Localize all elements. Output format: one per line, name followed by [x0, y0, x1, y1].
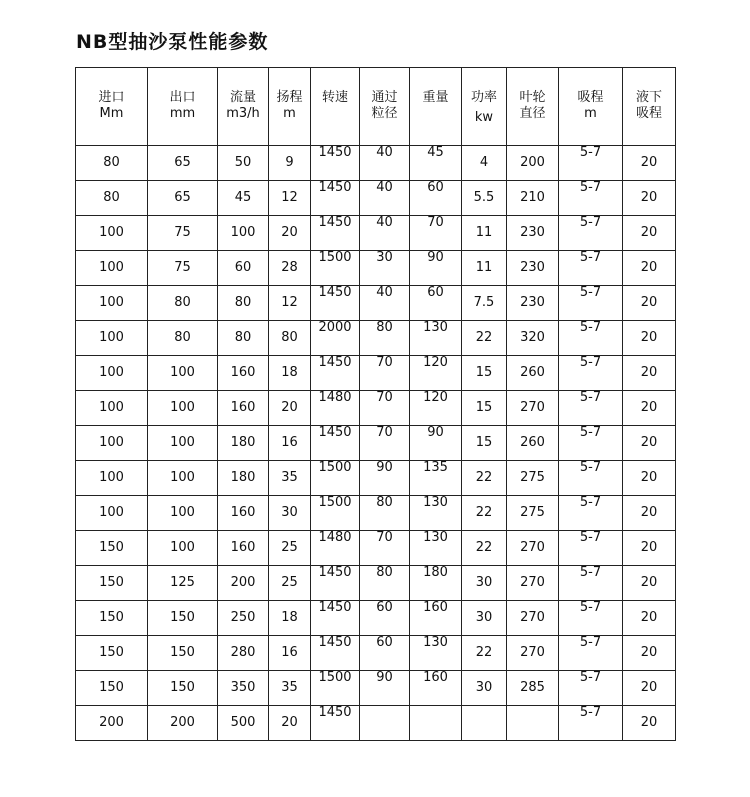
cell-power: 11: [462, 251, 507, 286]
cell-outlet: 100: [148, 356, 218, 391]
cell-head: 16: [269, 636, 311, 671]
cell-head: 80: [269, 321, 311, 356]
cell-submerged: 20: [623, 496, 676, 531]
cell-inlet: 150: [76, 531, 148, 566]
cell-weight: 70: [410, 216, 462, 251]
cell-flow: 180: [218, 426, 269, 461]
column-header-submerged: [623, 68, 676, 146]
table-row: [76, 251, 676, 286]
cell-submerged: 20: [623, 566, 676, 601]
cell-inlet: 100: [76, 286, 148, 321]
table-row: [76, 461, 676, 496]
cell-particle: 40: [360, 216, 410, 251]
cell-outlet: 75: [148, 251, 218, 286]
cell-power: 11: [462, 216, 507, 251]
cell-submerged: 20: [623, 391, 676, 426]
cell-power: 22: [462, 636, 507, 671]
cell-impeller: 230: [507, 251, 559, 286]
cell-suction: 5-7: [559, 286, 623, 321]
cell-inlet: 100: [76, 496, 148, 531]
cell-speed: 1450: [311, 216, 360, 251]
performance-table: [75, 67, 676, 741]
cell-speed: 1450: [311, 146, 360, 181]
cell-particle: 70: [360, 531, 410, 566]
cell-impeller: 270: [507, 636, 559, 671]
header-line: 流量: [229, 90, 256, 105]
cell-speed: 1500: [311, 496, 360, 531]
cell-head: 18: [269, 356, 311, 391]
cell-inlet: 100: [76, 391, 148, 426]
cell-submerged: 20: [623, 181, 676, 216]
cell-inlet: 150: [76, 671, 148, 706]
cell-head: 25: [269, 566, 311, 601]
page-title: NB型抽沙泵性能参数: [76, 31, 269, 53]
cell-impeller: 275: [507, 461, 559, 496]
cell-submerged: 20: [623, 426, 676, 461]
table-row: [76, 146, 676, 181]
cell-power: 22: [462, 461, 507, 496]
cell-inlet: 100: [76, 461, 148, 496]
table-row: [76, 321, 676, 356]
cell-flow: 180: [218, 461, 269, 496]
header-line: 出口: [169, 90, 196, 105]
cell-impeller: 270: [507, 566, 559, 601]
cell-suction: 5-7: [559, 636, 623, 671]
cell-suction: 5-7: [559, 321, 623, 356]
header-line: m: [283, 106, 296, 121]
cell-inlet: 100: [76, 251, 148, 286]
cell-particle: 70: [360, 391, 410, 426]
cell-particle: 80: [360, 566, 410, 601]
header-line: 吸程: [635, 106, 662, 121]
header-line: 功率: [470, 90, 497, 105]
column-header-flow: [218, 68, 269, 146]
table-row: [76, 601, 676, 636]
cell-power: 4: [462, 146, 507, 181]
header-line: 吸程: [577, 90, 604, 105]
cell-suction: 5-7: [559, 251, 623, 286]
cell-particle: 80: [360, 496, 410, 531]
cell-suction: 5-7: [559, 496, 623, 531]
cell-impeller: 285: [507, 671, 559, 706]
cell-flow: 160: [218, 356, 269, 391]
cell-suction: 5-7: [559, 356, 623, 391]
cell-outlet: 65: [148, 181, 218, 216]
cell-weight: 45: [410, 146, 462, 181]
cell-flow: 45: [218, 181, 269, 216]
cell-impeller: 230: [507, 216, 559, 251]
cell-head: 9: [269, 146, 311, 181]
cell-speed: 1450: [311, 181, 360, 216]
table-row: [76, 216, 676, 251]
header-line: mm: [169, 106, 196, 121]
cell-head: 28: [269, 251, 311, 286]
table-row: [76, 671, 676, 706]
header-line: 进口: [98, 90, 125, 105]
cell-flow: 80: [218, 286, 269, 321]
cell-weight: 90: [410, 426, 462, 461]
header-line: 重量: [422, 90, 449, 105]
header-line: Mm: [99, 106, 124, 121]
cell-power: 5.5: [462, 181, 507, 216]
cell-submerged: 20: [623, 321, 676, 356]
table-row: [76, 356, 676, 391]
cell-inlet: 80: [76, 181, 148, 216]
cell-power: 30: [462, 601, 507, 636]
header-line: 液下: [635, 90, 662, 105]
header-line: kw: [474, 110, 494, 125]
cell-weight: 130: [410, 531, 462, 566]
cell-impeller: 200: [507, 146, 559, 181]
cell-weight: 130: [410, 496, 462, 531]
cell-head: 12: [269, 181, 311, 216]
cell-particle: 40: [360, 286, 410, 321]
cell-power: 30: [462, 566, 507, 601]
cell-weight: 180: [410, 566, 462, 601]
table-row: [76, 181, 676, 216]
header-line: 直径: [519, 106, 546, 121]
cell-inlet: 150: [76, 636, 148, 671]
cell-inlet: 100: [76, 216, 148, 251]
cell-impeller: 270: [507, 531, 559, 566]
cell-particle: 90: [360, 671, 410, 706]
header-line: m3/h: [226, 106, 260, 121]
cell-suction: 5-7: [559, 566, 623, 601]
cell-speed: 1450: [311, 601, 360, 636]
cell-outlet: 80: [148, 286, 218, 321]
cell-outlet: 100: [148, 426, 218, 461]
cell-outlet: 100: [148, 391, 218, 426]
header-line: 通过: [371, 90, 398, 105]
cell-flow: 500: [218, 706, 269, 741]
cell-weight: 120: [410, 391, 462, 426]
cell-submerged: 20: [623, 636, 676, 671]
cell-flow: 250: [218, 601, 269, 636]
cell-submerged: 20: [623, 146, 676, 181]
cell-impeller: 270: [507, 601, 559, 636]
table-row: [76, 636, 676, 671]
cell-suction: 5-7: [559, 216, 623, 251]
header-row: [76, 68, 676, 146]
column-header-power: [462, 68, 507, 146]
cell-outlet: 80: [148, 321, 218, 356]
cell-head: 30: [269, 496, 311, 531]
cell-particle: 70: [360, 426, 410, 461]
column-header-particle: [360, 68, 410, 146]
cell-head: 20: [269, 216, 311, 251]
cell-speed: 1500: [311, 671, 360, 706]
cell-outlet: 100: [148, 496, 218, 531]
cell-flow: 160: [218, 531, 269, 566]
cell-suction: 5-7: [559, 426, 623, 461]
cell-inlet: 80: [76, 146, 148, 181]
cell-head: 16: [269, 426, 311, 461]
cell-weight: 120: [410, 356, 462, 391]
cell-outlet: 150: [148, 636, 218, 671]
cell-power: [462, 706, 507, 741]
cell-speed: 1450: [311, 566, 360, 601]
cell-particle: 80: [360, 321, 410, 356]
table-row: [76, 566, 676, 601]
cell-particle: 60: [360, 636, 410, 671]
cell-speed: 1450: [311, 286, 360, 321]
cell-outlet: 100: [148, 461, 218, 496]
table-row: [76, 426, 676, 461]
cell-submerged: 20: [623, 251, 676, 286]
cell-particle: 60: [360, 601, 410, 636]
cell-head: 20: [269, 706, 311, 741]
cell-suction: 5-7: [559, 181, 623, 216]
cell-submerged: 20: [623, 356, 676, 391]
cell-particle: 30: [360, 251, 410, 286]
cell-weight: [410, 706, 462, 741]
cell-flow: 100: [218, 216, 269, 251]
cell-suction: 5-7: [559, 706, 623, 741]
cell-submerged: 20: [623, 286, 676, 321]
header-line: 转速: [321, 90, 348, 105]
cell-inlet: 200: [76, 706, 148, 741]
cell-head: 35: [269, 671, 311, 706]
cell-outlet: 150: [148, 671, 218, 706]
table-header: [76, 68, 676, 146]
cell-suction: 5-7: [559, 601, 623, 636]
header-line: 粒径: [371, 106, 398, 121]
cell-impeller: 270: [507, 391, 559, 426]
cell-power: 15: [462, 391, 507, 426]
column-header-outlet: [148, 68, 218, 146]
cell-power: 22: [462, 496, 507, 531]
cell-suction: 5-7: [559, 531, 623, 566]
cell-suction: 5-7: [559, 391, 623, 426]
header-line: 扬程: [276, 90, 303, 105]
table-row: [76, 496, 676, 531]
column-header-inlet: [76, 68, 148, 146]
cell-submerged: 20: [623, 461, 676, 496]
cell-inlet: 150: [76, 566, 148, 601]
cell-power: 15: [462, 426, 507, 461]
cell-flow: 50: [218, 146, 269, 181]
cell-weight: 130: [410, 636, 462, 671]
cell-speed: 1480: [311, 531, 360, 566]
cell-impeller: 275: [507, 496, 559, 531]
column-header-head: [269, 68, 311, 146]
cell-weight: 60: [410, 286, 462, 321]
column-header-impeller: [507, 68, 559, 146]
table-row: [76, 286, 676, 321]
cell-suction: 5-7: [559, 671, 623, 706]
cell-submerged: 20: [623, 216, 676, 251]
cell-inlet: 100: [76, 356, 148, 391]
cell-outlet: 75: [148, 216, 218, 251]
cell-head: 18: [269, 601, 311, 636]
header-line: m: [584, 106, 597, 121]
cell-particle: 90: [360, 461, 410, 496]
table-row: [76, 531, 676, 566]
cell-weight: 60: [410, 181, 462, 216]
cell-weight: 130: [410, 321, 462, 356]
cell-speed: 1450: [311, 636, 360, 671]
cell-weight: 90: [410, 251, 462, 286]
table-body: [76, 146, 676, 741]
cell-power: 30: [462, 671, 507, 706]
column-header-weight: [410, 68, 462, 146]
table-row: [76, 706, 676, 741]
cell-weight: 160: [410, 671, 462, 706]
cell-submerged: 20: [623, 706, 676, 741]
cell-power: 7.5: [462, 286, 507, 321]
table-row: [76, 391, 676, 426]
cell-head: 35: [269, 461, 311, 496]
cell-speed: 1450: [311, 356, 360, 391]
cell-flow: 200: [218, 566, 269, 601]
cell-outlet: 150: [148, 601, 218, 636]
cell-impeller: 260: [507, 426, 559, 461]
cell-flow: 60: [218, 251, 269, 286]
cell-flow: 160: [218, 496, 269, 531]
cell-flow: 80: [218, 321, 269, 356]
cell-speed: 1450: [311, 426, 360, 461]
cell-flow: 280: [218, 636, 269, 671]
cell-speed: 1450: [311, 706, 360, 741]
cell-head: 20: [269, 391, 311, 426]
cell-outlet: 125: [148, 566, 218, 601]
cell-suction: 5-7: [559, 146, 623, 181]
cell-inlet: 100: [76, 321, 148, 356]
cell-flow: 350: [218, 671, 269, 706]
cell-inlet: 150: [76, 601, 148, 636]
cell-inlet: 100: [76, 426, 148, 461]
cell-power: 15: [462, 356, 507, 391]
cell-impeller: 210: [507, 181, 559, 216]
cell-outlet: 200: [148, 706, 218, 741]
cell-power: 22: [462, 531, 507, 566]
cell-head: 12: [269, 286, 311, 321]
cell-impeller: 230: [507, 286, 559, 321]
cell-weight: 135: [410, 461, 462, 496]
cell-speed: 1480: [311, 391, 360, 426]
cell-suction: 5-7: [559, 461, 623, 496]
cell-particle: 40: [360, 146, 410, 181]
cell-power: 22: [462, 321, 507, 356]
cell-weight: 160: [410, 601, 462, 636]
cell-speed: 2000: [311, 321, 360, 356]
column-header-speed: [311, 68, 360, 146]
cell-speed: 1500: [311, 251, 360, 286]
cell-flow: 160: [218, 391, 269, 426]
cell-impeller: [507, 706, 559, 741]
cell-speed: 1500: [311, 461, 360, 496]
cell-particle: [360, 706, 410, 741]
cell-outlet: 100: [148, 531, 218, 566]
column-header-suction: [559, 68, 623, 146]
cell-impeller: 320: [507, 321, 559, 356]
cell-submerged: 20: [623, 601, 676, 636]
cell-impeller: 260: [507, 356, 559, 391]
cell-particle: 70: [360, 356, 410, 391]
cell-outlet: 65: [148, 146, 218, 181]
cell-head: 25: [269, 531, 311, 566]
header-line: 叶轮: [519, 90, 546, 105]
cell-submerged: 20: [623, 671, 676, 706]
cell-particle: 40: [360, 181, 410, 216]
cell-submerged: 20: [623, 531, 676, 566]
